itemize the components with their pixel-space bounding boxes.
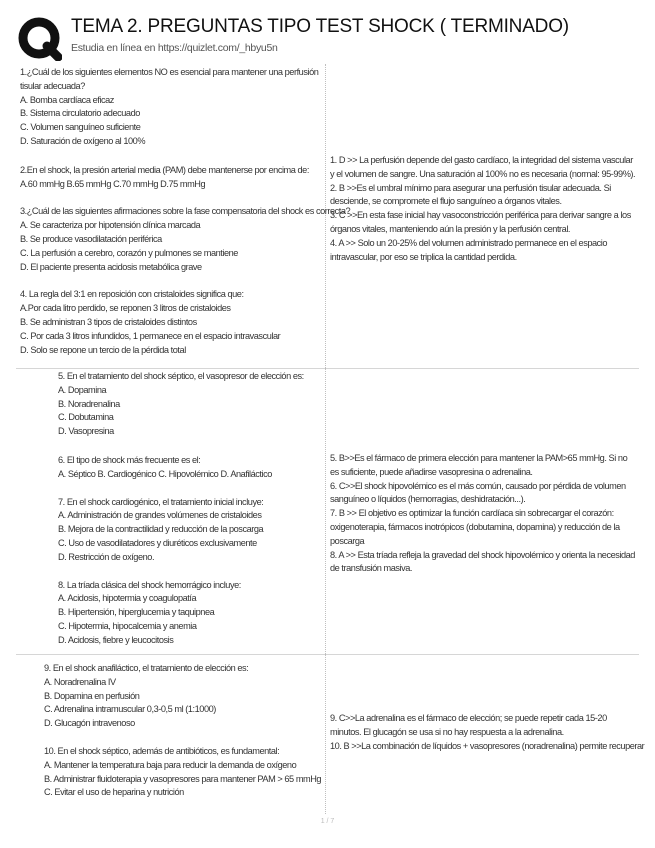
option: D. Restricción de oxígeno. bbox=[58, 551, 155, 562]
answers-column bbox=[330, 712, 645, 753]
option: A. Dopamina bbox=[58, 384, 107, 395]
option: B. Administrar fluidoterapia y vasopresores para mantener PAM > 65 mmHg bbox=[44, 773, 322, 784]
option: D. Solo se repone un tercio de la pérdida total bbox=[20, 344, 186, 355]
option: C. Hipotermia, hipocalcemia y anemia bbox=[58, 620, 197, 631]
question-stem: 6. El tipo de shock más frecuente es el: bbox=[58, 454, 201, 465]
answer-9: 9. C>>La adrenalina es el fármaco de elección; se puede repetir cada 15-20 minutos. El glucagón se usa si no hay respuesta a la adrenalina. bbox=[330, 713, 607, 737]
option: C. Evitar el uso de heparina y nutrición bbox=[44, 787, 184, 798]
answer-2: 2. B >>Es el umbral mínimo para asegurar una perfusión tisular adecuada. Si desciende, se compromete el flujo sanguíneo a órganos vitales. bbox=[330, 182, 611, 207]
question-stem: 10. En el shock séptico, además de antibióticos, es fundamental: bbox=[44, 745, 280, 756]
option: D. El paciente presenta acidosis metabólica grave bbox=[20, 261, 202, 272]
option: A. Acidosis, hipotermia y coagulopatía bbox=[58, 593, 197, 604]
quizlet-logo-icon bbox=[18, 17, 62, 61]
question-stem: 8. La tríada clásica del shock hemorrágico incluye: bbox=[58, 579, 241, 590]
document-header bbox=[18, 14, 638, 64]
question-8 bbox=[58, 579, 326, 648]
option: C. La perfusión a cerebro, corazón y pulmones se mantiene bbox=[20, 247, 238, 258]
questions-column bbox=[20, 66, 351, 357]
question-3 bbox=[20, 205, 351, 274]
option: C. Volumen sanguíneo suficiente bbox=[20, 122, 141, 133]
option: C. Dobutamina bbox=[58, 412, 114, 423]
page-number: 1 / 7 bbox=[320, 818, 335, 825]
answer-10: 10. B >>La combinación de líquidos + vasopresores (noradrenalina) permite recuperar bbox=[330, 740, 645, 751]
option: C. Adrenalina intramuscular 0,3-0,5 ml (1:1000) bbox=[44, 704, 216, 715]
option: A.Por cada litro perdido, se reponen 3 litros de cristaloides bbox=[20, 303, 231, 314]
option: A. Mantener la temperatura baja para reducir la demanda de oxígeno bbox=[44, 759, 297, 770]
option: A. Noradrenalina IV bbox=[44, 676, 116, 687]
option: A. Bomba cardíaca eficaz bbox=[20, 94, 114, 105]
column-divider bbox=[325, 64, 326, 368]
answer-7: 7. B >> El objetivo es optimizar la función cardíaca sin sobrecargar el corazón: oxigenoterapia, fármacos inotrópicos (dobutamina, dopamina) y reducción de la poscarga bbox=[330, 508, 620, 546]
answers-column bbox=[330, 452, 638, 576]
question-stem: 9. En el shock anafiláctico, el tratamiento de elección es: bbox=[44, 663, 249, 673]
question-stem: 4. La regla del 3:1 en reposición con cristaloides significa que: bbox=[20, 289, 244, 300]
answer-6: 6. C>>El shock hipovolémico es el más común, causado por pérdida de volumen sanguíneo o líquidos (hemorragias, deshidratación...). bbox=[330, 480, 626, 505]
question-5 bbox=[58, 370, 326, 439]
answer-4: 4. A >> Solo un 20-25% del volumen administrado permanece en el espacio intravascular, por eso se triplica la cantidad perdida. bbox=[330, 237, 608, 262]
questions-column bbox=[20, 370, 326, 648]
answer-8: 8. A >> Esta tríada refleja la gravedad del shock hipovolémico y orienta la necesidad de transfusión masiva. bbox=[330, 549, 635, 574]
option: D. Saturación de oxígeno al 100% bbox=[20, 135, 146, 146]
answer-5: 5. B>>Es el fármaco de primera elección para mantener la PAM>65 mmHg. Si no es suficiente, puede añadirse vasopresina o adrenalina. bbox=[330, 453, 628, 477]
question-block-1 bbox=[16, 64, 639, 369]
option: C. Uso de vasodilatadores y diuréticos exclusivamente bbox=[58, 537, 257, 548]
questions-column bbox=[20, 662, 326, 800]
option: B. Se produce vasodilatación periférica bbox=[20, 233, 162, 244]
option: B. Noradrenalina bbox=[58, 398, 120, 409]
option: B. Dopamina en perfusión bbox=[44, 690, 140, 701]
option: D. Vasopresina bbox=[58, 426, 114, 437]
option: C. Por cada 3 litros infundidos, 1 permanece en el espacio intravascular bbox=[20, 330, 281, 341]
question-stem: 7. En el shock cardiogénico, el tratamiento inicial incluye: bbox=[58, 496, 264, 507]
question-10 bbox=[44, 745, 326, 800]
page-title: TEMA 2. PREGUNTAS TIPO TEST SHOCK ( TERMINADO) bbox=[71, 16, 569, 37]
question-block-2 bbox=[16, 368, 639, 655]
question-6 bbox=[58, 454, 326, 482]
option: A. Se caracteriza por hipotensión clínica marcada bbox=[20, 220, 201, 231]
option: B. Hipertensión, hiperglucemia y taquipnea bbox=[58, 607, 215, 618]
question-stem: 3.¿Cuál de las siguientes afirmaciones sobre la fase compensatoria del shock es correcta? bbox=[20, 206, 351, 217]
question-9 bbox=[44, 662, 326, 731]
option: D. Acidosis, fiebre y leucocitosis bbox=[58, 634, 174, 645]
answer-3: 3. C >>En esta fase inicial hay vasoconstricción periférica para derivar sangre a los órganos vitales, manteniendo aún la presión y la perfusión central. bbox=[330, 210, 631, 234]
question-1 bbox=[20, 66, 322, 149]
option: A. Administración de grandes volúmenes de cristaloides bbox=[58, 510, 262, 521]
question-stem: 5. En el tratamiento del shock séptico, el vasopresor de elección es: bbox=[58, 371, 304, 381]
question-7 bbox=[58, 496, 326, 565]
option: B. Mejora de la contractilidad y reducción de la poscarga bbox=[58, 524, 264, 535]
question-2 bbox=[20, 164, 322, 192]
question-stem: 1.¿Cuál de los siguientes elementos NO es esencial para mantener una perfusión tisular adecuada? bbox=[20, 67, 319, 91]
question-block-3 bbox=[16, 654, 645, 814]
answers-column bbox=[330, 154, 638, 264]
option: B. Sistema circulatorio adecuado bbox=[20, 108, 140, 119]
question-4 bbox=[20, 288, 322, 357]
page-subtitle: Estudia en línea en https://quizlet.com/_hbyu5n bbox=[71, 42, 278, 54]
option: D. Glucagón intravenoso bbox=[44, 718, 135, 729]
option: B. Se administran 3 tipos de cristaloides distintos bbox=[20, 316, 197, 327]
question-stem: 2.En el shock, la presión arterial media (PAM) debe mantenerse por encima de: bbox=[20, 164, 309, 175]
answer-1: 1. D >> La perfusión depende del gasto cardíaco, la integridad del sistema vascular y el volumen de sangre. Una saturación al 100% no es necesaria (normal: 95-99%). bbox=[330, 155, 636, 179]
option: A.60 mmHg B.65 mmHg C.70 mmHg D.75 mmHg bbox=[20, 178, 206, 189]
option: A. Séptico B. Cardiogénico C. Hipovolémico D. Anafiláctico bbox=[58, 468, 272, 479]
